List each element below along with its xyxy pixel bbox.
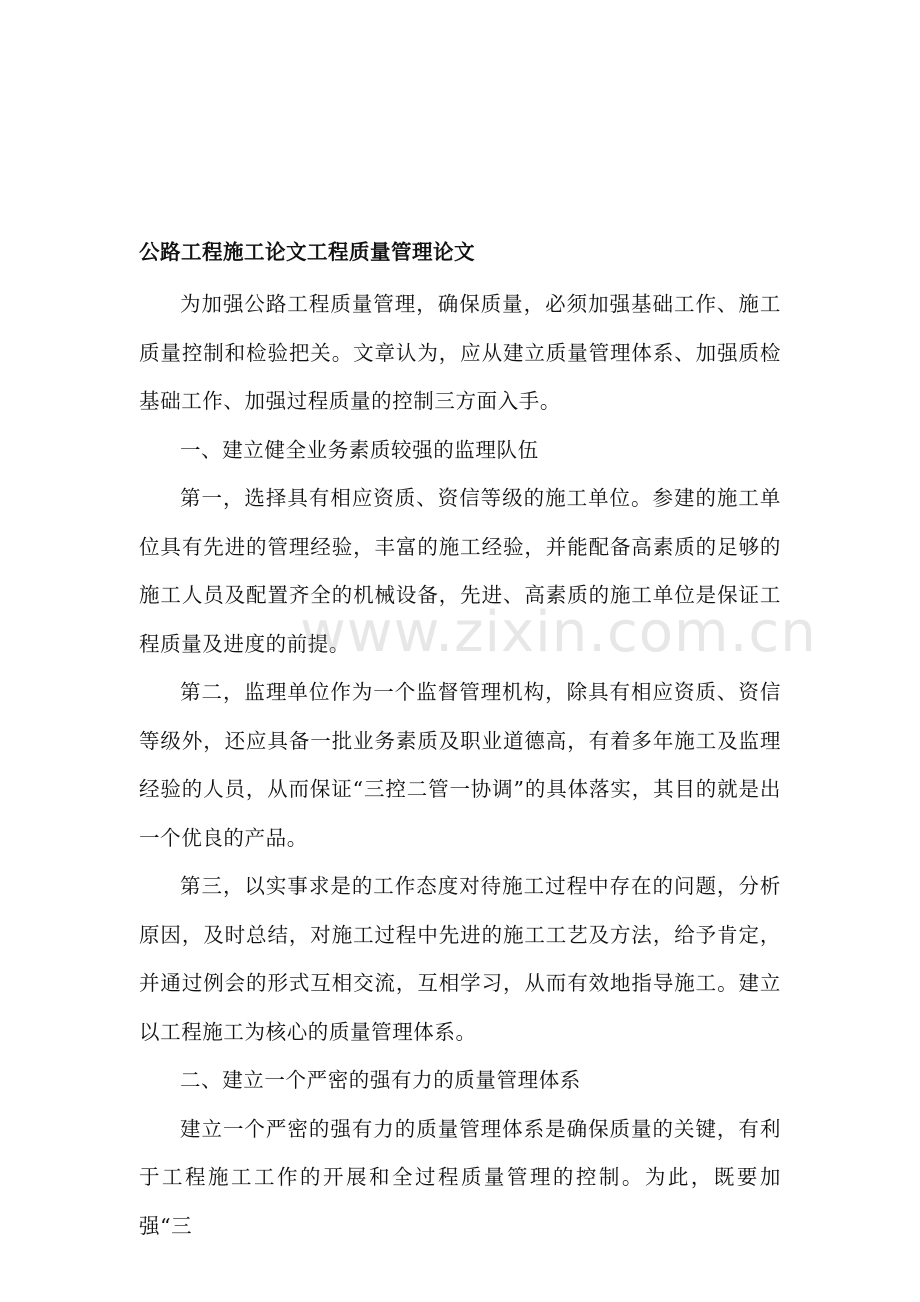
section-heading-2: 二、建立一个严密的强有力的质量管理体系 xyxy=(180,1068,581,1092)
intro-paragraph: 为加强公路工程质量管理，确保质量，必须加强基础工作、施工质量控制和检验把关。文章认为，应从建立质量管理体系、加强质检基础工作、加强过程质量的控制三方面入手。 xyxy=(139,292,781,413)
section-heading-1: 一、建立健全业务素质较强的监理队伍 xyxy=(180,437,539,462)
document-title: 公路工程施工论文工程质量管理论文 xyxy=(139,240,475,264)
paragraph-third-point: 第三，以实事求是的工作态度对待施工过程中存在的问题，分析原因，及时总结，对施工过程中先进的施工工艺及方法，给予肯定，并通过例会的形式互相交流，互相学习，从而有效地指导施工。建立以工程施工为核心的质量管理体系。 xyxy=(139,874,781,1044)
paragraph-first-point: 第一，选择具有相应资质、资信等级的施工单位。参建的施工单位具有先进的管理经验，丰富的施工经验，并能配备高素质的足够的施工人员及配置齐全的机械设备，先进、高素质的施工单位是保证工程质量及进度的前提。 xyxy=(139,486,781,656)
document-body xyxy=(139,232,781,1250)
watermark-text: www.zixin.com.cn xyxy=(300,600,817,665)
paragraph-second-point: 第二，监理单位作为一个监督管理机构，除具有相应资质、资信等级外，还应具备一批业务素质及职业道德高，有着多年施工及监理经验的人员，从而保证“三控二管一协调”的具体落实，其目的就是出一个优良的产品。 xyxy=(139,680,781,850)
paragraph-quality-system: 建立一个严密的强有力的质量管理体系是确保质量的关键，有利于工程施工工作的开展和全过程质量管理的控制。为此，既要加强“三 xyxy=(139,1116,781,1238)
